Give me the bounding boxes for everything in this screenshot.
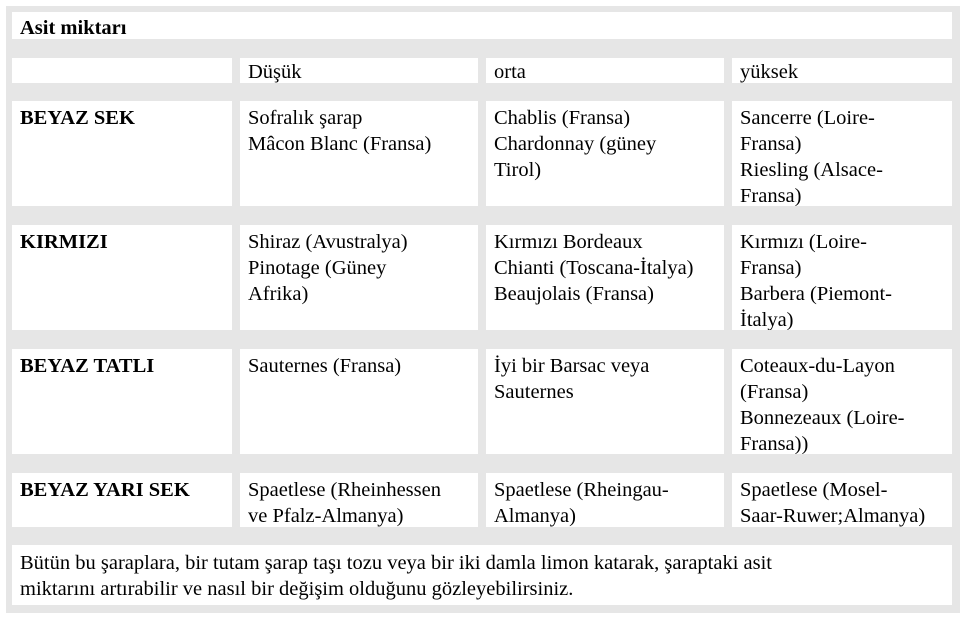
cell-beyaz-yari-sek-high: Spaetlese (Mosel- Saar-Ruwer;Almanya) <box>732 473 952 527</box>
cell-beyaz-tatli-medium: İyi bir Barsac veya Sauternes <box>486 349 724 454</box>
cell-beyaz-sek-medium: Chablis (Fransa) Chardonnay (güney Tirol) <box>486 101 724 206</box>
row-label-beyaz-tatli: BEYAZ TATLI <box>12 349 232 454</box>
row-label-beyaz-yari-sek: BEYAZ YARI SEK <box>12 473 232 527</box>
cell-beyaz-sek-low: Sofralık şarap Mâcon Blanc (Fransa) <box>240 101 478 206</box>
cell-kirmizi-high: Kırmızı (Loire- Fransa) Barbera (Piemont- İtalya) <box>732 225 952 330</box>
row-label-beyaz-sek: BEYAZ SEK <box>12 101 232 206</box>
cell-beyaz-tatli-low: Sauternes (Fransa) <box>240 349 478 454</box>
header-low-label: Düşük <box>248 61 302 83</box>
cell-beyaz-yari-sek-medium: Spaetlese (Rheingau- Almanya) <box>486 473 724 527</box>
cell-beyaz-sek-high: Sancerre (Loire- Fransa) Riesling (Alsace- Fransa) <box>732 101 952 206</box>
header-cell-empty <box>12 58 232 83</box>
row-label-kirmizi: KIRMIZI <box>12 225 232 330</box>
header-high-label: yüksek <box>740 61 799 83</box>
cell-kirmizi-low: Shiraz (Avustralya) Pinotage (Güney Afrika) <box>240 225 478 330</box>
cell-beyaz-yari-sek-low: Spaetlese (Rheinhessen ve Pfalz-Almanya) <box>240 473 478 527</box>
table-title <box>12 12 952 39</box>
cell-beyaz-tatli-high: Coteaux-du-Layon (Fransa) Bonnezeaux (Loire- Fransa)) <box>732 349 952 454</box>
header-medium-label: orta <box>494 61 526 83</box>
cell-kirmizi-medium: Kırmızı Bordeaux Chianti (Toscana-İtalya) Beaujolais (Fransa) <box>486 225 724 330</box>
footnote: Bütün bu şaraplara, bir tutam şarap taşı tozu veya bir iki damla limon katarak, şaraptaki asit miktarını artırabilir ve nasıl bir değişim olduğunu gözleyebilirsiniz. <box>12 545 952 605</box>
header-cell-medium <box>486 58 724 83</box>
header-cell-high <box>732 58 952 83</box>
table-title-text: Asit miktarı <box>20 17 127 39</box>
header-cell-low <box>240 58 478 83</box>
